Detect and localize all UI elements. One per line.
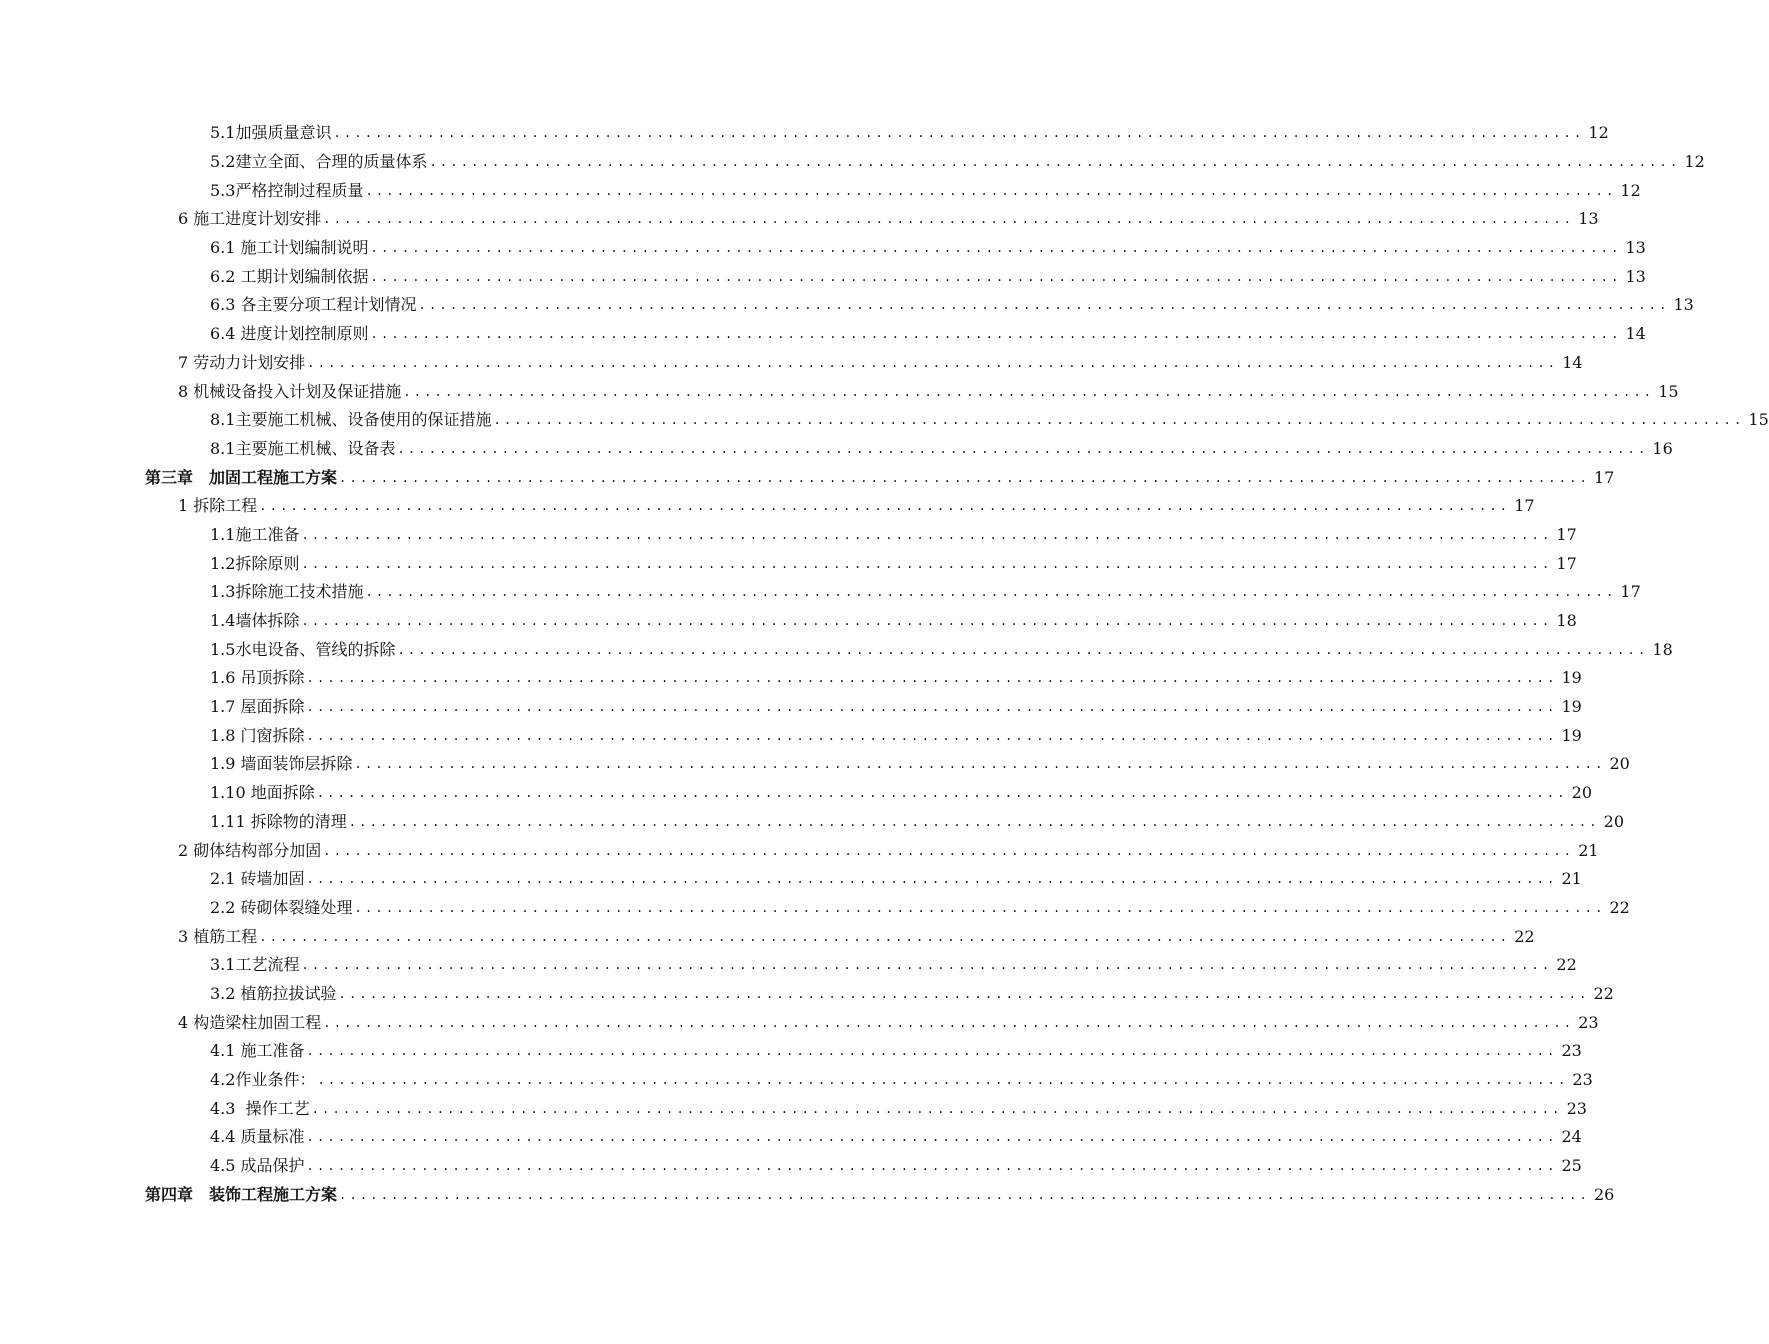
toc-page-number: 21 bbox=[1578, 840, 1599, 860]
toc-dot-leader: ........................................................................................................................ bbox=[306, 1159, 1558, 1174]
toc-dot-leader: ........................................................................................................................ bbox=[301, 527, 1553, 542]
toc-dot-leader: ........................................................................................................................ bbox=[259, 929, 1511, 944]
toc-entry-title: 7 劳动力计划安排 bbox=[178, 352, 306, 372]
toc-page-number: 22 bbox=[1556, 955, 1577, 975]
toc-subsection-entry[interactable] bbox=[0, 234, 1646, 263]
toc-subsection-entry[interactable] bbox=[0, 521, 1577, 550]
toc-subsection-entry[interactable] bbox=[0, 808, 1625, 837]
toc-dot-leader: ........................................................................................................................ bbox=[301, 614, 1553, 629]
toc-entry-title: 1.9 墙面装饰层拆除 bbox=[210, 754, 353, 774]
toc-subsection-entry[interactable] bbox=[0, 980, 1614, 1009]
toc-page-number: 14 bbox=[1625, 324, 1646, 344]
toc-entry-title: 8.1主要施工机械、设备表 bbox=[210, 438, 396, 458]
toc-page-number: 17 bbox=[1556, 553, 1577, 573]
toc-section-entry[interactable] bbox=[0, 205, 1599, 234]
toc-section-entry[interactable] bbox=[0, 1008, 1599, 1037]
toc-entry-title: 8.1主要施工机械、设备使用的保证措施 bbox=[210, 410, 492, 430]
toc-page-number: 13 bbox=[1673, 295, 1694, 315]
toc-dot-leader: ........................................................................................................................ bbox=[317, 1073, 1569, 1088]
toc-section-entry[interactable] bbox=[0, 492, 1535, 521]
toc-dot-leader: ........................................................................................................................ bbox=[354, 900, 1606, 915]
toc-dot-leader: ........................................................................................................................ bbox=[301, 958, 1553, 973]
toc-page-number: 22 bbox=[1609, 897, 1630, 917]
toc-entry-title: 5.1加强质量意识 bbox=[210, 123, 332, 143]
toc-subsection-entry[interactable] bbox=[0, 750, 1630, 779]
toc-dot-leader: ........................................................................................................................ bbox=[307, 355, 1559, 370]
toc-page-number: 13 bbox=[1625, 238, 1646, 258]
toc-page-number: 23 bbox=[1561, 1041, 1582, 1061]
toc-entry-title: 第三章 加固工程施工方案 bbox=[145, 467, 338, 487]
toc-entry-title: 5.3严格控制过程质量 bbox=[210, 180, 364, 200]
toc-entry-title: 4 构造梁柱加固工程 bbox=[178, 1012, 322, 1032]
toc-dot-leader: ........................................................................................................................ bbox=[316, 786, 1568, 801]
toc-subsection-entry[interactable] bbox=[0, 779, 1593, 808]
toc-subsection-entry[interactable] bbox=[0, 1123, 1582, 1152]
toc-page-number: 12 bbox=[1588, 123, 1609, 143]
toc-dot-leader: ........................................................................................................................ bbox=[365, 183, 1617, 198]
toc-page-number: 19 bbox=[1561, 668, 1582, 688]
toc-dot-leader: ........................................................................................................................ bbox=[306, 700, 1558, 715]
toc-section-entry[interactable] bbox=[0, 349, 1583, 378]
toc-subsection-entry[interactable] bbox=[0, 721, 1582, 750]
toc-dot-leader: ........................................................................................................................ bbox=[397, 642, 1649, 657]
toc-entry-title: 6 施工进度计划安排 bbox=[178, 209, 322, 229]
toc-page-number: 13 bbox=[1578, 209, 1599, 229]
toc-page-number: 19 bbox=[1561, 697, 1582, 717]
toc-entry-title: 6.3 各主要分项工程计划情况 bbox=[210, 295, 417, 315]
toc-subsection-entry[interactable] bbox=[0, 435, 1673, 464]
toc-entry-title: 4.1 施工准备 bbox=[210, 1041, 305, 1061]
toc-page-number: 25 bbox=[1561, 1156, 1582, 1176]
toc-dot-leader: ........................................................................................................................ bbox=[403, 384, 1655, 399]
toc-dot-leader: ........................................................................................................................ bbox=[339, 1187, 1590, 1202]
toc-subsection-entry[interactable] bbox=[0, 176, 1641, 205]
toc-page-number: 19 bbox=[1561, 725, 1582, 745]
toc-dot-leader: ........................................................................................................................ bbox=[259, 499, 1511, 514]
toc-subsection-entry[interactable] bbox=[0, 119, 1609, 148]
toc-entry-title: 1 拆除工程 bbox=[178, 496, 258, 516]
toc-entry-title: 4.2作业条件： bbox=[210, 1070, 316, 1090]
toc-entry-title: 1.8 门窗拆除 bbox=[210, 725, 305, 745]
toc-subsection-entry[interactable] bbox=[0, 320, 1646, 349]
toc-dot-leader: ........................................................................................................................ bbox=[301, 556, 1553, 571]
toc-subsection-entry[interactable] bbox=[0, 1066, 1593, 1095]
toc-page-number: 22 bbox=[1593, 983, 1614, 1003]
toc-dot-leader: ........................................................................................................................ bbox=[348, 814, 1600, 829]
toc-entry-title: 3.2 植筋拉拔试验 bbox=[210, 983, 337, 1003]
toc-dot-leader: ........................................................................................................................ bbox=[354, 757, 1606, 772]
toc-page-number: 17 bbox=[1620, 582, 1641, 602]
toc-section-entry[interactable] bbox=[0, 922, 1535, 951]
toc-entry-title: 6.1 施工计划编制说明 bbox=[210, 238, 369, 258]
toc-entry-title: 6.2 工期计划编制依据 bbox=[210, 266, 369, 286]
toc-page-number: 22 bbox=[1514, 926, 1535, 946]
toc-entry-title: 6.4 进度计划控制原则 bbox=[210, 324, 369, 344]
toc-subsection-entry[interactable] bbox=[0, 693, 1582, 722]
toc-entry-title: 5.2建立全面、合理的质量体系 bbox=[210, 152, 428, 172]
toc-entry-title: 8 机械设备投入计划及保证措施 bbox=[178, 381, 402, 401]
toc-entry-title: 2.2 砖砌体裂缝处理 bbox=[210, 897, 353, 917]
toc-dot-leader: ........................................................................................................................ bbox=[306, 1044, 1558, 1059]
toc-subsection-entry[interactable] bbox=[0, 635, 1673, 664]
toc-page-number: 12 bbox=[1620, 180, 1641, 200]
toc-dot-leader: ........................................................................................................................ bbox=[370, 327, 1622, 342]
toc-entry-title: 2 砌体结构部分加固 bbox=[178, 840, 322, 860]
toc-dot-leader: ........................................................................................................................ bbox=[306, 1130, 1558, 1145]
toc-entry-title: 1.2拆除原则 bbox=[210, 553, 300, 573]
toc-section-entry[interactable] bbox=[0, 836, 1599, 865]
toc-entry-title: 4.4 质量标准 bbox=[210, 1127, 305, 1147]
toc-page-number: 15 bbox=[1658, 381, 1679, 401]
toc-entry-title: 4.3 操作工艺 bbox=[210, 1098, 310, 1118]
toc-subsection-entry[interactable] bbox=[0, 951, 1577, 980]
toc-chapter-entry[interactable] bbox=[0, 1180, 1615, 1209]
toc-page-number: 23 bbox=[1578, 1012, 1599, 1032]
toc-dot-leader: ........................................................................................................................ bbox=[333, 126, 1585, 141]
toc-page-number: 17 bbox=[1593, 467, 1615, 487]
toc-entry-title: 1.11 拆除物的清理 bbox=[210, 811, 347, 831]
toc-entry-title: 1.4墙体拆除 bbox=[210, 611, 300, 631]
toc-dot-leader: ........................................................................................................................ bbox=[306, 872, 1558, 887]
toc-entry-title: 1.1施工准备 bbox=[210, 524, 300, 544]
toc-page-number: 14 bbox=[1562, 352, 1583, 372]
toc-page-number: 20 bbox=[1603, 811, 1625, 831]
toc-dot-leader: ........................................................................................................................ bbox=[306, 671, 1558, 686]
toc-page-number: 18 bbox=[1556, 611, 1577, 631]
toc-dot-leader: ........................................................................................................................ bbox=[338, 986, 1590, 1001]
toc-subsection-entry[interactable] bbox=[0, 262, 1646, 291]
toc-subsection-entry[interactable] bbox=[0, 148, 1705, 177]
toc-page-number: 13 bbox=[1625, 266, 1646, 286]
toc-subsection-entry[interactable] bbox=[0, 406, 1769, 435]
toc-dot-leader: ........................................................................................................................ bbox=[323, 1015, 1575, 1030]
toc-subsection-entry[interactable] bbox=[0, 1037, 1582, 1066]
toc-subsection-entry[interactable] bbox=[0, 894, 1630, 923]
table-of-contents bbox=[0, 119, 1769, 1209]
toc-page-number: 17 bbox=[1514, 496, 1535, 516]
toc-entry-title: 3.1工艺流程 bbox=[210, 955, 300, 975]
toc-dot-leader: ........................................................................................................................ bbox=[429, 155, 1681, 170]
toc-dot-leader: ........................................................................................................................ bbox=[418, 298, 1670, 313]
toc-page-number: 21 bbox=[1561, 869, 1582, 889]
toc-entry-title: 1.3拆除施工技术措施 bbox=[210, 582, 364, 602]
toc-page-number: 18 bbox=[1652, 639, 1673, 659]
toc-subsection-entry[interactable] bbox=[0, 549, 1577, 578]
toc-dot-leader: ........................................................................................................................ bbox=[370, 241, 1622, 256]
toc-dot-leader: ........................................................................................................................ bbox=[365, 585, 1617, 600]
toc-entry-title: 2.1 砖墙加固 bbox=[210, 869, 305, 889]
toc-entry-title: 1.10 地面拆除 bbox=[210, 783, 315, 803]
toc-dot-leader: ........................................................................................................................ bbox=[306, 728, 1558, 743]
toc-page-number: 23 bbox=[1572, 1070, 1593, 1090]
toc-page-number: 20 bbox=[1609, 754, 1630, 774]
toc-entry-title: 1.6 吊顶拆除 bbox=[210, 668, 305, 688]
toc-subsection-entry[interactable] bbox=[0, 607, 1577, 636]
toc-dot-leader: ........................................................................................................................ bbox=[323, 212, 1575, 227]
toc-subsection-entry[interactable] bbox=[0, 578, 1641, 607]
toc-dot-leader: ........................................................................................................................ bbox=[397, 441, 1649, 456]
toc-page-number: 15 bbox=[1748, 410, 1769, 430]
toc-subsection-entry[interactable] bbox=[0, 1094, 1587, 1123]
toc-dot-leader: ........................................................................................................................ bbox=[339, 470, 1590, 485]
toc-subsection-entry[interactable] bbox=[0, 1152, 1582, 1181]
toc-dot-leader: ........................................................................................................................ bbox=[493, 413, 1745, 428]
toc-page-number: 23 bbox=[1566, 1098, 1587, 1118]
toc-dot-leader: ........................................................................................................................ bbox=[323, 843, 1575, 858]
toc-page-number: 17 bbox=[1556, 524, 1577, 544]
toc-dot-leader: ........................................................................................................................ bbox=[311, 1101, 1563, 1116]
toc-entry-title: 1.7 屋面拆除 bbox=[210, 697, 305, 717]
toc-page-number: 12 bbox=[1684, 152, 1705, 172]
toc-page-number: 26 bbox=[1593, 1184, 1615, 1204]
toc-page-number: 16 bbox=[1652, 438, 1673, 458]
toc-entry-title: 第四章 装饰工程施工方案 bbox=[145, 1184, 338, 1204]
toc-subsection-entry[interactable] bbox=[0, 664, 1582, 693]
toc-dot-leader: ........................................................................................................................ bbox=[370, 269, 1622, 284]
toc-section-entry[interactable] bbox=[0, 377, 1679, 406]
toc-page-number: 20 bbox=[1571, 783, 1593, 803]
toc-chapter-entry[interactable] bbox=[0, 463, 1615, 492]
toc-entry-title: 3 植筋工程 bbox=[178, 926, 258, 946]
toc-entry-title: 4.5 成品保护 bbox=[210, 1156, 305, 1176]
toc-entry-title: 1.5水电设备、管线的拆除 bbox=[210, 639, 396, 659]
toc-page-number: 24 bbox=[1561, 1127, 1582, 1147]
toc-subsection-entry[interactable] bbox=[0, 291, 1694, 320]
toc-subsection-entry[interactable] bbox=[0, 865, 1582, 894]
